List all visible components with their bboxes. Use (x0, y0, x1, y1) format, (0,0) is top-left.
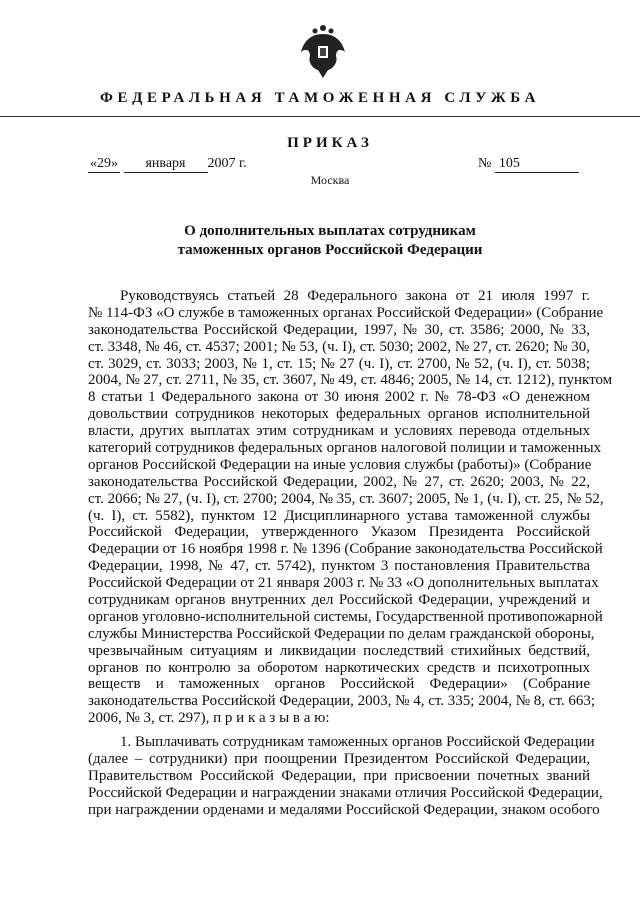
text-line: (ч. I), ст. 5582), пунктом 12 Дисциплинарного устава таможенной службы (88, 507, 590, 524)
title-line: О дополнительных выплатах сотрудникам (184, 223, 476, 239)
number-label: № (478, 156, 492, 171)
title-line: таможенных органов Российской Федерации (177, 242, 483, 258)
text-line: Федерации, 1998, № 47, ст. 5742), пунктом 3 постановления Правительства (88, 558, 590, 575)
city: Москва (310, 173, 350, 187)
coat-of-arms-emblem (298, 22, 348, 80)
header-divider (0, 116, 640, 117)
text-line: при награждении орденами и медалями Российской Федерации, знаком особого (88, 801, 600, 818)
text-line: ст. 3348, № 46, ст. 4537; 2001; № 53, (ч. I), ст. 5030; 2002, № 27, ст. 2620; № 30, (88, 338, 590, 355)
text-line: ст. 3029, ст. 3033; 2003, № 1, ст. 15; № 27 (ч. I), ст. 2700, № 52, (ч. I), ст. 5038; (88, 355, 590, 372)
text-line: Федерации от 16 ноября 1998 г. № 1396 (Собрание законодательства Российской (88, 541, 603, 558)
number-value: 105 (495, 156, 579, 173)
text-line: № 114-ФЗ «О службе в таможенных органах Российской Федерации» (Собрание (88, 304, 604, 321)
text-line: Руководствуясь статьей 28 Федерального закона от 21 июля 1997 г. (120, 288, 590, 304)
text-line: Правительством Российской Федерации, при присвоении почетных званий (88, 767, 590, 784)
paragraph-preamble (88, 288, 613, 727)
paragraph-item-1 (88, 734, 603, 818)
order-date (88, 156, 247, 173)
text-line: органов Российской Федерации на иные условия службы (работы)» (Собрание (88, 456, 592, 473)
text-line: 1. Выплачивать сотрудникам таможенных органов Российской Федерации (120, 734, 595, 751)
text-line: довольствии сотрудников некоторых федеральных органов исполнительной (88, 406, 590, 423)
text-line: Российской Федерации, утвержденного Указом Президента Российской (88, 524, 590, 541)
text-line: веществ и таможенных органов Российской Федерации» (Собрание (88, 676, 590, 693)
agency-name: ФЕДЕРАЛЬНАЯ ТАМОЖЕННАЯ СЛУЖБА (99, 90, 541, 106)
text-line: органов уголовно-исполнительной системы, Государственной противопожарной (88, 608, 603, 625)
document-body (88, 288, 613, 819)
text-line: Российской Федерации от 21 января 2003 г. № 33 «О дополнительных выплатах (88, 575, 599, 592)
text-line: ст. 2066; № 27, (ч. I), ст. 2700; 2004, № 35, ст. 3607; 2005, № 1, (ч. I), ст. 25, № 52, (88, 490, 604, 507)
text-line: законодательства Российской Федерации, 2002, № 27, ст. 2620; 2003, № 22, (88, 473, 590, 490)
text-line: 2006, № 3, ст. 297), п р и к а з ы в а ю: (88, 710, 330, 727)
text-line: службы Министерства Российской Федерации по делам гражданской обороны, (88, 625, 595, 642)
text-line: сотрудникам органов внутренних дел Российской Федерации, учреждений и (88, 592, 590, 609)
document-title (0, 222, 640, 260)
order-number (478, 156, 579, 173)
text-line: чрезвычайным ситуациям и ликвидации последствий стихийных бедствий, (88, 642, 590, 659)
text-line: категорий сотрудников федеральных органов налоговой полиции и таможенных (88, 440, 602, 457)
date-month: января (124, 156, 208, 173)
date-day: «29» (90, 156, 118, 171)
text-line: 8 статьи 1 Федерального закона от 30 июня 2002 г. № 78-ФЗ «О денежном (88, 389, 590, 406)
text-line: органов по контролю за оборотом наркотических средств и психотропных (88, 659, 590, 676)
date-year: 2007 г. (207, 156, 247, 171)
text-line: законодательства Российской Федерации, 1997, № 30, ст. 3586; 2000, № 33, (88, 321, 590, 338)
text-line: Российской Федерации и награждении знаками отличия Российской Федерации, (88, 784, 603, 801)
text-line: законодательства Российской Федерации, 2003, № 4, ст. 335; 2004, № 8, ст. 663; (88, 693, 596, 710)
text-line: (далее – сотрудники) при поощрении Президентом Российской Федерации, (88, 751, 590, 768)
document-type: ПРИКАЗ (287, 135, 373, 151)
text-line: 2004, № 27, ст. 2711, № 35, ст. 3607, № 49, ст. 4846; 2005, № 14, ст. 1212), пунктом (88, 372, 613, 389)
text-line: власти, других выплатах этим сотрудникам и условиях перевода отдельных (88, 423, 590, 440)
